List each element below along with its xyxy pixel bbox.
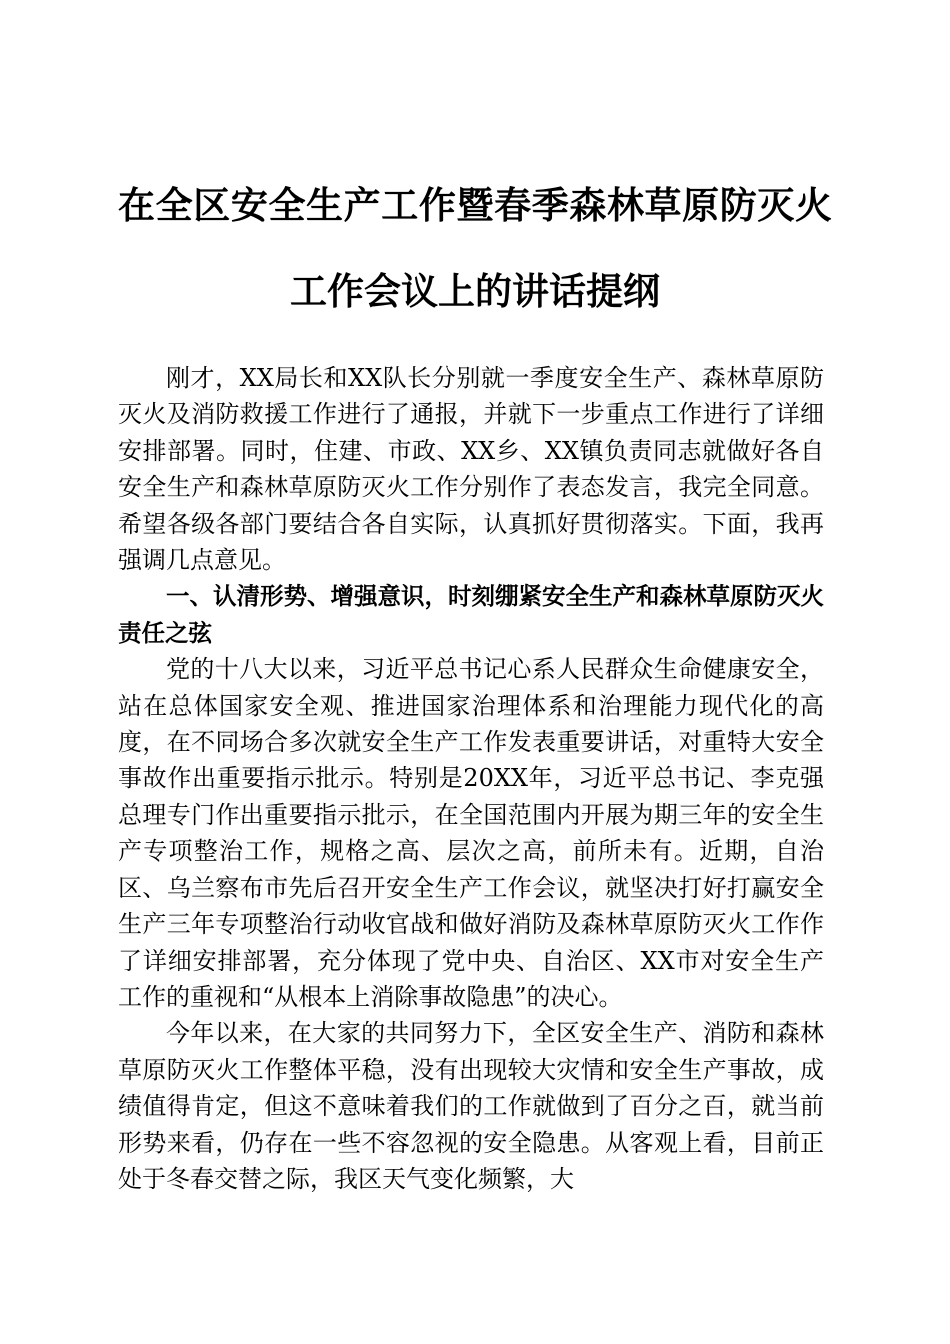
paragraph-background: 党的十八大以来，习近平总书记心系人民群众生命健康安全，站在总体国家安全观、推进国家治理体系和治理能力现代化的高度，在不同场合多次就安全生产工作发表重要讲话，对重特大安全事故作出重要指示批示。特别是20XX年，习近平总书记、李克强总理专门作出重要指示批示，在全国范围内开展为期三年的安全生产专项整治工作，规格之高、层次之高，前所未有。近期，自治区、乌兰察布市先后召开安全生产工作会议，就坚决打好打赢安全生产三年专项整治行动收官战和做好消防及森林草原防灭火工作作了详细安排部署，充分体现了党中央、自治区、XX市对安全生产工作的重视和“从根本上消除事故隐患”的决心。 — [118, 655, 824, 1011]
section-heading-1: 一、认清形势、增强意识，时刻绷紧安全生产和森林草原防灭火责任之弦 — [118, 582, 824, 647]
document-title: 在全区安全生产工作暨春季森林草原防灭火工作会议上的讲话提纲 — [118, 183, 832, 313]
paragraph-situation: 今年以来，在大家的共同努力下，全区安全生产、消防和森林草原防灭火工作整体平稳，没有出现较大灾情和安全生产事故，成绩值得肯定，但这不意味着我们的工作就做到了百分之百，就当前形势来看，仍存在一些不容忽视的安全隐患。从客观上看，目前正处于冬春交替之际，我区天气变化频繁，大 — [118, 1019, 824, 1193]
paragraph-intro: 刚才，XX局长和XX队长分别就一季度安全生产、森林草原防灭火及消防救援工作进行了通报，并就下一步重点工作进行了详细安排部署。同时，住建、市政、XX乡、XX镇负责同志就做好各自安全生产和森林草原防灭火工作分别作了表态发言，我完全同意。希望各级各部门要结合各自实际，认真抓好贯彻落实。下面，我再强调几点意见。 — [118, 364, 824, 575]
document-body — [118, 360, 824, 1197]
